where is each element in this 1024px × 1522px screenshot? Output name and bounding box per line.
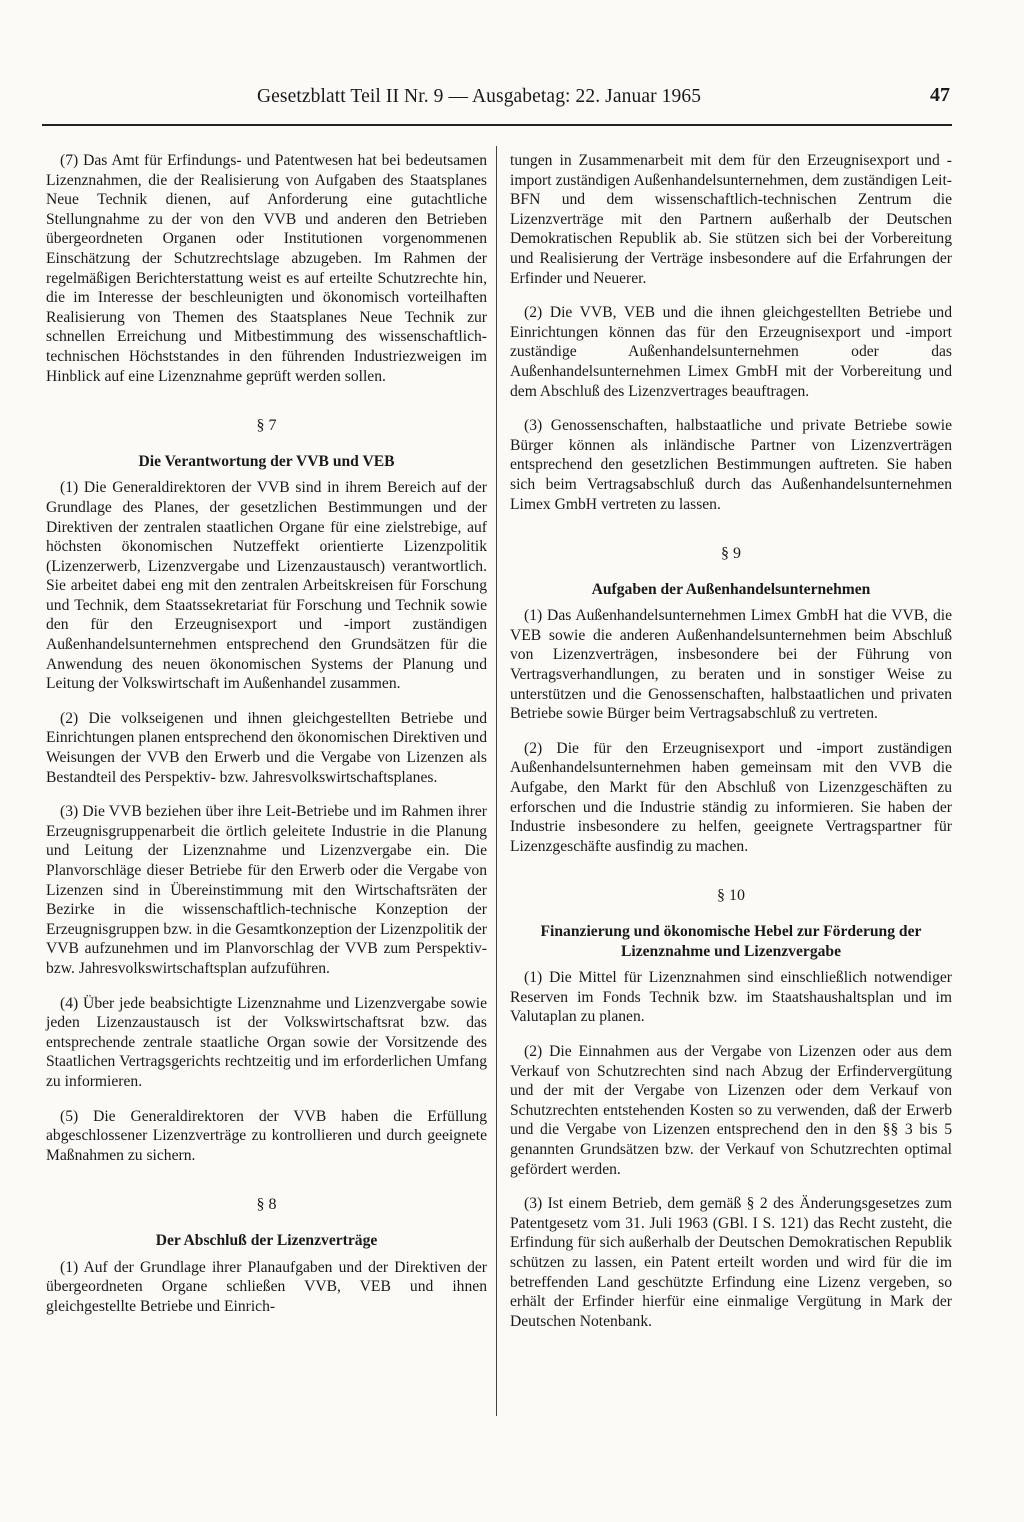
section-8-paragraph-1-start: (1) Auf der Grundlage ihrer Planaufgaben und der Direktiven der übergeordneten Organe schließen VVB, VEB und ihnen gleichgestellte Betriebe und Einrich- — [46, 1258, 487, 1315]
left-column — [46, 151, 487, 1316]
section-10-paragraph-2: (2) Die Einnahmen aus der Vergabe von Lizenzen oder aus dem Verkauf von Schutzrechten sind nach Abzug der Erfindervergütung und der mit der Vergabe von Lizenzen oder dem Verkauf von Schutzrechten entstehenden Kosten so zu verwenden, daß der Erwerb und die Vergabe von Lizenzen entsprechend den in den §§ 3 bis 5 genannten Grundsätzen bzw. der Verkauf von Schutzrechten optimal gefördert werden. — [510, 1042, 952, 1178]
header-rule — [42, 124, 952, 126]
paragraph-7-7: (7) Das Amt für Erfindungs- und Patentwesen hat bei bedeutsamen Lizenznahmen, die der Realisierung von Aufgaben des Staatsplanes Neue Technik dienen, auf Anforderung eine gutachtliche Stellungnahme zu der von den VVB und anderen den Betrieben übergeordneten Organen oder Institutionen vorgenommenen Einschätzung der Schutzrechtslage abzugeben. Im Rahmen der regelmäßigen Berichterstattung weist es auf erteilte Schutzrechte hin, die im Interesse der beschleunigten und ökonomisch vorteilhaften Realisierung von Themen des Staatsplanes Neue Technik zur schnellen Erreichung und Mitbestimmung des wissenschaftlich-technischen Höchststandes in den führenden Industriezweigen im Hinblick auf eine Lizenznahme geprüft werden sollen. — [46, 152, 487, 385]
section-8-paragraph-3: (3) Genossenschaften, halbstaatliche und private Betriebe sowie Bürger können als inländische Partner von Lizenzverträgen entsprechend den gesetzlichen Bestimmungen auftreten. Sie haben sich beim Vertragsabschluß durch das Außenhandelsunternehmen Limex GmbH vertreten zu lassen. — [510, 417, 952, 513]
section-7-paragraph-4: (4) Über jede beabsichtigte Lizenznahme und Lizenzvergabe sowie jeden Lizenzaustausch ist der Volkswirtschaftsrat bzw. das entsprechende zentrale staatliche Organ sowie der Vorsitzende des Staatlichen Vertragsgerichts rechtzeitig und im erforderlichen Umfang zu informieren. — [46, 994, 487, 1090]
section-9-paragraph-1: (1) Das Außenhandelsunternehmen Limex GmbH hat die VVB, die VEB sowie die anderen Außenhandelsunternehmen beim Abschluß von Lizenzverträgen, insbesondere bei der Führung von Vertragsverhandlungen, zu beraten und in sonstiger Weise zu unterstützen und die Genossenschaften, halbstaatlichen und privaten Betriebe sowie Bürger beim Vertragsabschluß zu vertreten. — [510, 607, 952, 723]
section-7-paragraph-5: (5) Die Generaldirektoren der VVB haben die Erfüllung abgeschlossener Lizenzverträge zu kontrollieren und durch geeignete Maßnahmen zu sichern. — [46, 1107, 487, 1164]
page-header — [45, 86, 950, 112]
section-10-paragraph-1: (1) Die Mittel für Lizenznahmen sind einschließlich notwendiger Reserven im Fonds Technik bzw. im Staatshaushaltsplan und im Valutaplan zu planen. — [510, 969, 952, 1026]
section-7-number: § 7 — [256, 417, 277, 435]
header-title: Gesetzblatt Teil II Nr. 9 — Ausgabetag: 22. Januar 1965 — [257, 86, 702, 107]
section-7-paragraph-1: (1) Die Generaldirektoren der VVB sind in ihrem Bereich auf der Grundlage des Planes, der gesetzlichen Bestimmungen und der Direktiven der zentralen staatlichen Organe für eine zielstrebige, auf höchsten ökonomischen Nutzeffekt orientierte Lizenzpolitik (Lizenzerwerb, Lizenzvergabe und Lizenzaustausch) verantwortlich. Sie arbeitet dabei eng mit den zentralen Arbeitskreisen für Forschung und Technik, dem Staatssekretariat für Forschung und Technik sowie den für den Erzeugnisexport und -import zuständigen Außenhandelsunternehmen entsprechend den Grundsätzen für die Anwendung des neuen ökonomischen Systems der Planung und Leitung der Volkswirtschaft im Außenhandel zusammen. — [46, 479, 487, 693]
section-8-number: § 8 — [256, 1196, 277, 1214]
section-7-title: Die Verantwortung der VVB und VEB — [138, 452, 395, 470]
section-9-paragraph-2: (2) Die für den Erzeugnisexport und -import zuständigen Außenhandelsunternehmen haben gemeinsam mit den VVB die Aufgabe, den Markt für den Abschluß von Lizenzgeschäften zu erforschen und die Industrie ständig zu informieren. Sie haben der Industrie insbesondere zu helfen, geeignete Vertragspartner für Lizenzgeschäfte ausfindig zu machen. — [510, 739, 952, 855]
section-7-paragraph-2: (2) Die volkseigenen und ihnen gleichgestellten Betriebe und Einrichtungen planen entsprechend den ökonomischen Direktiven und Weisungen der VVB den Erwerb und die Vergabe von Lizenzen als Bestandteil des Perspektiv- bzw. Jahresvolkswirtschaftsplanes. — [46, 709, 487, 786]
page-number: 47 — [930, 84, 950, 106]
section-10-number: § 10 — [717, 887, 745, 905]
section-7-paragraph-3: (3) Die VVB beziehen über ihre Leit-Betriebe und im Rahmen ihrer Erzeugnisgruppenarbeit die örtlich geleitete Industrie in die Planung und Leitung der Lizenznahme und Lizenzvergabe ein. Die Planvorschläge dieser Betriebe für den Erwerb oder die Vergabe von Lizenzen sind in Übereinstimmung mit den Wirtschaftsräten der Bezirke in die wissenschaftlich-technische Konzeption der Erzeugnisgruppen bzw. in die Gesamtkonzeption der Lizenzpolitik der VVB aufzunehmen und im Planvorschlag der VVB zum Perspektiv- bzw. Jahresvolkswirtschaftsplan aufzuführen. — [46, 803, 487, 977]
section-8-title: Der Abschluß der Lizenzverträge — [155, 1231, 378, 1249]
section-10-paragraph-3: (3) Ist einem Betrieb, dem gemäß § 2 des Änderungsgesetzes zum Patentgesetz vom 31. Juli 1963 (GBl. I S. 121) das Recht zusteht, die Erfindung für sich außerhalb der Deutschen Demokratischen Republik schützen zu lassen, ein Patent erteilt worden und wird für die im betreffenden Land geschützte Erfindung eine Lizenz vergeben, so erhält der Erfinder hierfür eine einmalige Vergütung in Mark der Deutschen Notenbank. — [510, 1195, 952, 1330]
section-9-title: Aufgaben der Außenhandelsunternehmen — [591, 580, 871, 598]
section-8-paragraph-2: (2) Die VVB, VEB und die ihnen gleichgestellten Betriebe und Einrichtungen können das für den Erzeugnisexport und -import zuständige Außenhandelsunternehmen oder das Außenhandelsunternehmen Limex GmbH mit der Vorbereitung und dem Abschluß des Lizenzvertrages beauftragen. — [510, 304, 952, 400]
column-divider — [496, 146, 497, 1416]
section-8-paragraph-1-continued: tungen in Zusammenarbeit mit dem für den Erzeugnisexport und -import zuständigen Außenhandelsunternehmen, dem zuständigen Leit-BFN und dem wissenschaftlich-technischen Zentrum die Lizenzverträge mit den Partnern außerhalb der Deutschen Demokratischen Republik ab. Sie stützen sich bei der Vorbereitung und Realisierung der Verträge insbesondere auf die Erfahrungen der Erfinder und Neuerer. — [510, 152, 952, 287]
right-column — [510, 151, 952, 1331]
section-9-number: § 9 — [721, 545, 741, 563]
section-10-title: Finanzierung und ökonomische Hebel zur Förderung der Lizenznahme und Lizenzvergabe — [540, 923, 922, 960]
